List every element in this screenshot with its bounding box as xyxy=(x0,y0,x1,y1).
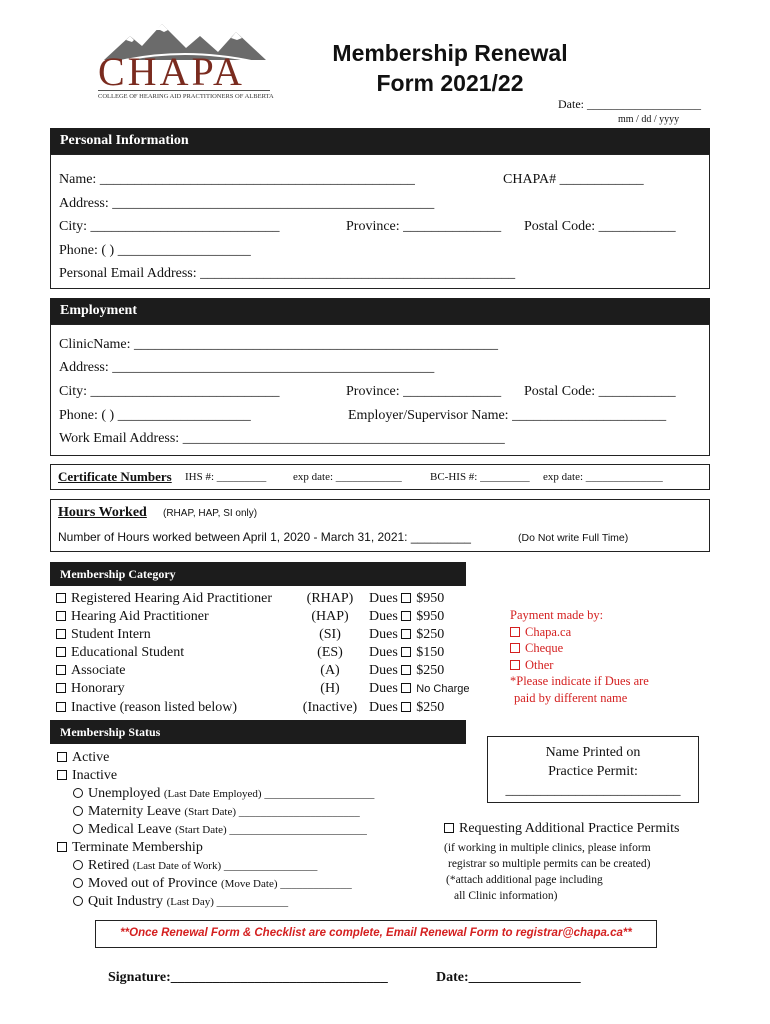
radio[interactable] xyxy=(73,806,83,816)
payment-section xyxy=(510,607,649,706)
status-header xyxy=(50,720,466,744)
work-province-field[interactable]: Province: ______________ xyxy=(346,384,502,399)
hours-note-2: (Do Not write Full Time) xyxy=(518,532,629,544)
checkbox[interactable] xyxy=(444,823,454,833)
employment-header xyxy=(50,298,710,324)
status-terminate[interactable]: Terminate Membership xyxy=(57,839,374,857)
work-email-field[interactable]: Work Email Address: ______________________________________________ xyxy=(59,431,505,446)
logo-wordmark: CHAPA xyxy=(98,49,245,94)
category-dues: Dues $250 xyxy=(369,663,445,678)
supervisor-field[interactable]: Employer/Supervisor Name: ______________________ xyxy=(348,408,667,423)
category-abbr: (SI) xyxy=(319,627,341,642)
category-name: Registered Hearing Aid Practitioner xyxy=(71,591,272,606)
checkbox[interactable] xyxy=(510,627,520,637)
category-dues: Dues $150 xyxy=(369,645,445,660)
radio[interactable] xyxy=(73,860,83,870)
category-abbr: (A) xyxy=(320,663,340,678)
checkbox[interactable] xyxy=(401,702,411,712)
status-heading: Membership Status xyxy=(60,725,161,739)
category-abbr: (HAP) xyxy=(311,609,349,624)
personal-info-heading: Personal Information xyxy=(60,133,189,148)
checkbox[interactable] xyxy=(401,611,411,621)
category-name: Inactive (reason listed below) xyxy=(71,700,237,715)
personal-province-field[interactable]: Province: ______________ xyxy=(346,219,502,234)
radio[interactable] xyxy=(73,896,83,906)
category-name: Student Intern xyxy=(71,627,151,642)
category-abbr: (ES) xyxy=(317,645,343,660)
date-field[interactable]: Date: ___________________ xyxy=(558,97,701,111)
payment-note-2: paid by different name xyxy=(514,690,628,705)
radio[interactable] xyxy=(73,788,83,798)
personal-city-field[interactable]: City: ___________________________ xyxy=(59,219,280,234)
status-active[interactable]: Active xyxy=(57,749,374,767)
status-maternity[interactable]: Maternity Leave (Start Date) ______________________ xyxy=(57,803,374,821)
bchis-exp-field[interactable]: exp date: ______________ xyxy=(543,471,663,483)
signature-field[interactable]: Signature:_______________________________ xyxy=(108,970,388,985)
personal-phone-field[interactable]: Phone: ( ) ___________________ xyxy=(59,243,251,258)
work-postal-field[interactable]: Postal Code: ___________ xyxy=(524,384,676,399)
bchis-field[interactable]: BC-HIS #: _________ xyxy=(430,471,530,483)
category-amount: $950 xyxy=(416,591,445,606)
date-format: mm / dd / yyyy xyxy=(618,114,680,125)
category-option[interactable] xyxy=(56,700,237,716)
status-retired[interactable]: Retired (Last Date of Work) _________________ xyxy=(57,857,374,875)
category-name: Associate xyxy=(71,663,126,678)
radio[interactable] xyxy=(73,824,83,834)
work-address-field[interactable]: Address: ______________________________________________ xyxy=(59,360,435,375)
checkbox[interactable] xyxy=(56,702,66,712)
title-line-2: Form 2021/22 xyxy=(376,70,524,96)
checkbox[interactable] xyxy=(56,647,66,657)
chapa-logo xyxy=(96,18,272,108)
checkbox[interactable] xyxy=(401,593,411,603)
name-field[interactable]: Name: _____________________________________________ xyxy=(59,172,415,187)
category-amount: $250 xyxy=(416,627,445,642)
hours-box xyxy=(50,499,710,552)
checkbox[interactable] xyxy=(57,752,67,762)
status-list xyxy=(57,749,374,911)
permit-line-1: Name Printed on xyxy=(545,745,641,760)
category-option[interactable] xyxy=(56,663,125,679)
checkbox[interactable] xyxy=(57,770,67,780)
hours-label: Hours Worked xyxy=(58,505,147,520)
signature-date-field[interactable]: Date:________________ xyxy=(436,970,581,985)
category-option[interactable] xyxy=(56,591,272,607)
category-option[interactable] xyxy=(56,609,209,625)
hours-note: (RHAP, HAP, SI only) xyxy=(163,508,258,519)
form-title xyxy=(300,38,600,98)
category-abbr: (Inactive) xyxy=(302,700,358,715)
employment-heading: Employment xyxy=(60,303,137,318)
chapa-number-field[interactable]: CHAPA# ____________ xyxy=(503,172,644,187)
payment-title: Payment made by: xyxy=(510,608,604,622)
work-phone-field[interactable]: Phone: ( ) ___________________ xyxy=(59,408,251,423)
category-dues: Dues No Charge xyxy=(369,681,470,696)
radio[interactable] xyxy=(73,878,83,888)
checkbox[interactable] xyxy=(56,629,66,639)
work-city-field[interactable]: City: ___________________________ xyxy=(59,384,280,399)
status-quit[interactable]: Quit Industry (Last Day) _____________ xyxy=(57,893,374,911)
category-name: Hearing Aid Practitioner xyxy=(71,609,209,624)
logo-subtitle: COLLEGE OF HEARING AID PRACTITIONERS OF ALBERTA xyxy=(98,93,274,100)
checkbox[interactable] xyxy=(510,643,520,653)
personal-info-header xyxy=(50,128,710,154)
hours-field[interactable]: Number of Hours worked between April 1, 2020 - March 31, 2021: _________ xyxy=(58,530,471,544)
permit-name-field[interactable]: _________________________ xyxy=(505,783,681,798)
personal-postal-field[interactable]: Postal Code: ___________ xyxy=(524,219,676,234)
category-option[interactable] xyxy=(56,681,125,697)
checkbox[interactable] xyxy=(510,660,520,670)
category-amount: $950 xyxy=(416,609,445,624)
request-permits[interactable]: Requesting Additional Practice Permits xyxy=(444,821,679,837)
payment-option-cheque[interactable]: Cheque xyxy=(510,640,649,657)
checkbox[interactable] xyxy=(401,665,411,675)
certificate-label: Certificate Numbers xyxy=(58,469,172,484)
category-dues: Dues $950 xyxy=(369,609,445,624)
clinic-name-field[interactable]: ClinicName: ____________________________________________________ xyxy=(59,337,499,352)
category-dues: Dues $250 xyxy=(369,700,445,715)
payment-option-other[interactable]: Other xyxy=(510,657,649,674)
status-unemployed[interactable]: Unemployed (Last Date Employed) ____________________ xyxy=(57,785,374,803)
category-amount: $250 xyxy=(416,663,445,678)
category-dues: Dues $250 xyxy=(369,627,445,642)
checkbox[interactable] xyxy=(56,665,66,675)
status-inactive[interactable]: Inactive xyxy=(57,767,374,785)
personal-email-field[interactable]: Personal Email Address: _____________________________________________ xyxy=(59,266,516,281)
category-dues: Dues $950 xyxy=(369,591,445,606)
category-amount: No Charge xyxy=(416,683,470,695)
payment-note-1: *Please indicate if Dues are xyxy=(510,674,649,688)
checkbox[interactable] xyxy=(401,647,411,657)
ihs-field[interactable]: IHS #: _________ xyxy=(185,471,267,483)
category-heading: Membership Category xyxy=(60,567,176,581)
category-name: Honorary xyxy=(71,681,125,696)
category-abbr: (RHAP) xyxy=(306,591,354,606)
status-medical[interactable]: Medical Leave (Start Date) _________________________ xyxy=(57,821,374,839)
personal-address-field[interactable]: Address: ______________________________________________ xyxy=(59,196,435,211)
checkbox[interactable] xyxy=(56,683,66,693)
category-header xyxy=(50,562,466,586)
payment-option-chapa[interactable]: Chapa.ca xyxy=(510,624,649,641)
category-abbr: (H) xyxy=(320,681,340,696)
category-option[interactable] xyxy=(56,627,151,643)
category-amount: $150 xyxy=(416,645,445,660)
checkbox[interactable] xyxy=(401,683,411,693)
category-amount: $250 xyxy=(416,700,445,715)
checkbox[interactable] xyxy=(401,629,411,639)
title-line-1: Membership Renewal xyxy=(332,40,568,66)
category-name: Educational Student xyxy=(71,645,185,660)
ihs-exp-field[interactable]: exp date: ____________ xyxy=(293,471,402,483)
permit-notes: (if working in multiple clinics, please inform registrar so multiple permits can be created) (*attach additional page including all Clinic information) xyxy=(444,842,651,902)
category-option[interactable] xyxy=(56,645,184,661)
permit-line-2: Practice Permit: xyxy=(548,764,638,779)
status-moved[interactable]: Moved out of Province (Move Date) _____________ xyxy=(57,875,374,893)
checkbox[interactable] xyxy=(56,593,66,603)
checkbox[interactable] xyxy=(56,611,66,621)
permit-name-text xyxy=(487,743,699,800)
checkbox[interactable] xyxy=(57,842,67,852)
email-note: **Once Renewal Form & Checklist are complete, Email Renewal Form to registrar@chapa.ca** xyxy=(120,927,632,939)
